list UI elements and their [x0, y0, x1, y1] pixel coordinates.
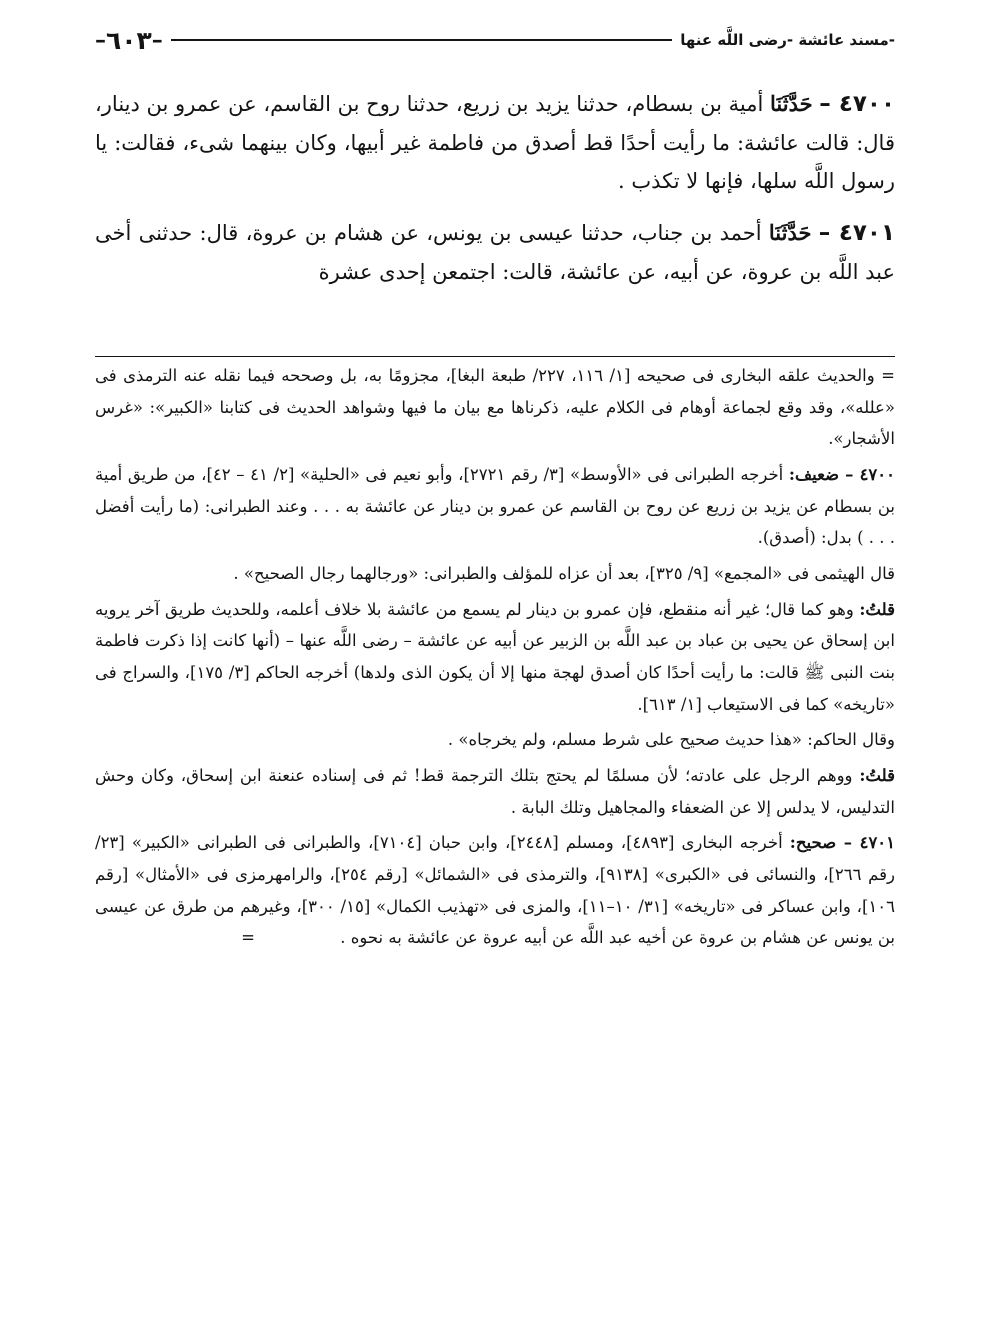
- footnote-4701: [95, 827, 895, 954]
- hadith-4700: [95, 84, 895, 201]
- footnote-label: ٤٧٠١ – صحيح:: [789, 833, 896, 853]
- footnote-continued: [95, 360, 895, 455]
- header-dash-left: –: [95, 27, 106, 53]
- page-header: [95, 22, 895, 58]
- hadith-text: أحمد بن جناب، حدثنا عيسى بن يونس، عن هشام بن عروة، قال: حدثنى أخى عبد اللَّه بن عروة، عن أبيه، عن عائشة، قالت: اجتمعن إحدى عشرة: [95, 220, 895, 285]
- footnote-label: قلتُ:: [859, 766, 895, 786]
- footnote-text: ووهم الرجل على عادته؛ لأن مسلمًا لم يحتج بتلك الترجمة قط! ثم فى إسناده عنعنة ابن إسحاق، وكان وحش التدليس، لا يدلس إلا عن الضعفاء والمجاهيل وتلك البابة .: [95, 766, 895, 817]
- page-number: ٦٠٣: [106, 25, 152, 55]
- main-text: [95, 84, 895, 304]
- footnote-qultu-2: [95, 760, 895, 823]
- footnote-hakim: [95, 724, 895, 756]
- header-dash: –: [151, 27, 163, 53]
- running-title: مسند عائشة -رضى اللَّه عنها-: [680, 31, 895, 49]
- continuation-mark: =: [241, 928, 255, 948]
- hadith-text: أمية بن بسطام، حدثنا يزيد بن زريع، حدثنا روح بن القاسم، عن عمرو بن دينار، قال: قالت عائشة: ما رأيت أحدًا قط أصدق من فاطمة غير أبيها، وكان بينهما شىء، فقالت: يا رسول اللَّه سلها، فإنها لا تكذب .: [95, 92, 895, 194]
- footnote-text: وهو كما قال؛ غير أنه منقطع، فإن عمرو بن دينار لم يسمع من عائشة بلا خلاف أعلمه، وللحديث طريق آخر يرويه ابن إسحاق عن يحيى بن عباد بن عبد اللَّه بن الزبير عن أبيه عن عائشة – رضى اللَّه عنها – (أنها كانت إذا ذكرت فاطمة بنت النبى ﷺ قالت: ما رأيت أحدًا كان أصدق لهجة منها إلا أن يكون الذى ولدها) أخرجه الحاكم [٣/ ١٧٥]، والسراج فى «تاريخه» كما فى الاستيعاب [١/ ٦١٣].: [95, 599, 895, 714]
- footnote-4700: [95, 459, 895, 554]
- footnote-text: قال الهيثمى فى «المجمع» [٩/ ٣٢٥]، بعد أن عزاه للمؤلف والطبرانى: «ورجالهما رجال الصحيح» .: [233, 564, 895, 584]
- footnote-qultu-1: [95, 594, 895, 721]
- hadith-number: ٤٧٠١ –: [818, 219, 895, 246]
- hadith-4701: [95, 213, 895, 292]
- footnote-text: أخرجه الطبرانى فى «الأوسط» [٣/ رقم ٢٧٢١]، وأبو نعيم فى «الحلية» [٢/ ٤١ – ٤٢]، من طريق أمية بن بسطام عن يزيد بن زريع عن روح بن القاسم عن عمرو بن دينار عن عائشة به . . . وعند الطبرانى: (ما رأيت أفضل . . . ) بدل: (أصدق).: [95, 465, 895, 548]
- footnote-label: ٤٧٠٠ – ضعيف:: [788, 465, 896, 485]
- header-rule: [171, 39, 672, 41]
- footnote-text: وقال الحاكم: «هذا حديث صحيح على شرط مسلم، ولم يخرجاه» .: [447, 730, 895, 750]
- footnotes: [95, 360, 895, 958]
- footnote-divider: [95, 356, 895, 357]
- footnote-haythami: [95, 558, 895, 590]
- footnote-text: = والحديث علقه البخارى فى صحيحه [١/ ١١٦، ٢٢٧/ طبعة البغا]، مجزومًا به، بل وصححه فيما نقله عنه الترمذى فى «علله»، وقد وقع لجماعة أوهام فى الكلام عليه، ذكرناها مع بيان ما فيها وشواهد الحديث فى كتابنا «الكبير»: «غرس الأشجار».: [95, 366, 895, 449]
- haddathana: حَدَّثَنَا: [770, 91, 813, 116]
- footnote-label: قلتُ:: [859, 599, 895, 619]
- footnote-text: أخرجه البخارى [٤٨٩٣]، ومسلم [٢٤٤٨]، وابن حبان [٧١٠٤]، والطبرانى فى الطبرانى «الكبير» [٢٣/ رقم ٢٦٦]، والنسائى فى «الكبرى» [٩١٣٨]، والترمذى فى «الشمائل» [رقم ٢٥٤]، والرامهرمزى فى «الأمثال» [رقم ١٠٦]، وابن عساكر فى «تاريخه» [٣١/ ١٠–١١]، والمزى فى «تهذيب الكمال» [١٥/ ٣٠٠]، وغيرهم من طرق عن عيسى بن يونس عن هشام بن عروة عن أخيه عبد اللَّه عن أبيه عروة عن عائشة به نحوه .: [95, 833, 896, 948]
- hadith-number: ٤٧٠٠ –: [819, 91, 895, 117]
- haddathana: حَدَّثَنَا: [768, 219, 812, 245]
